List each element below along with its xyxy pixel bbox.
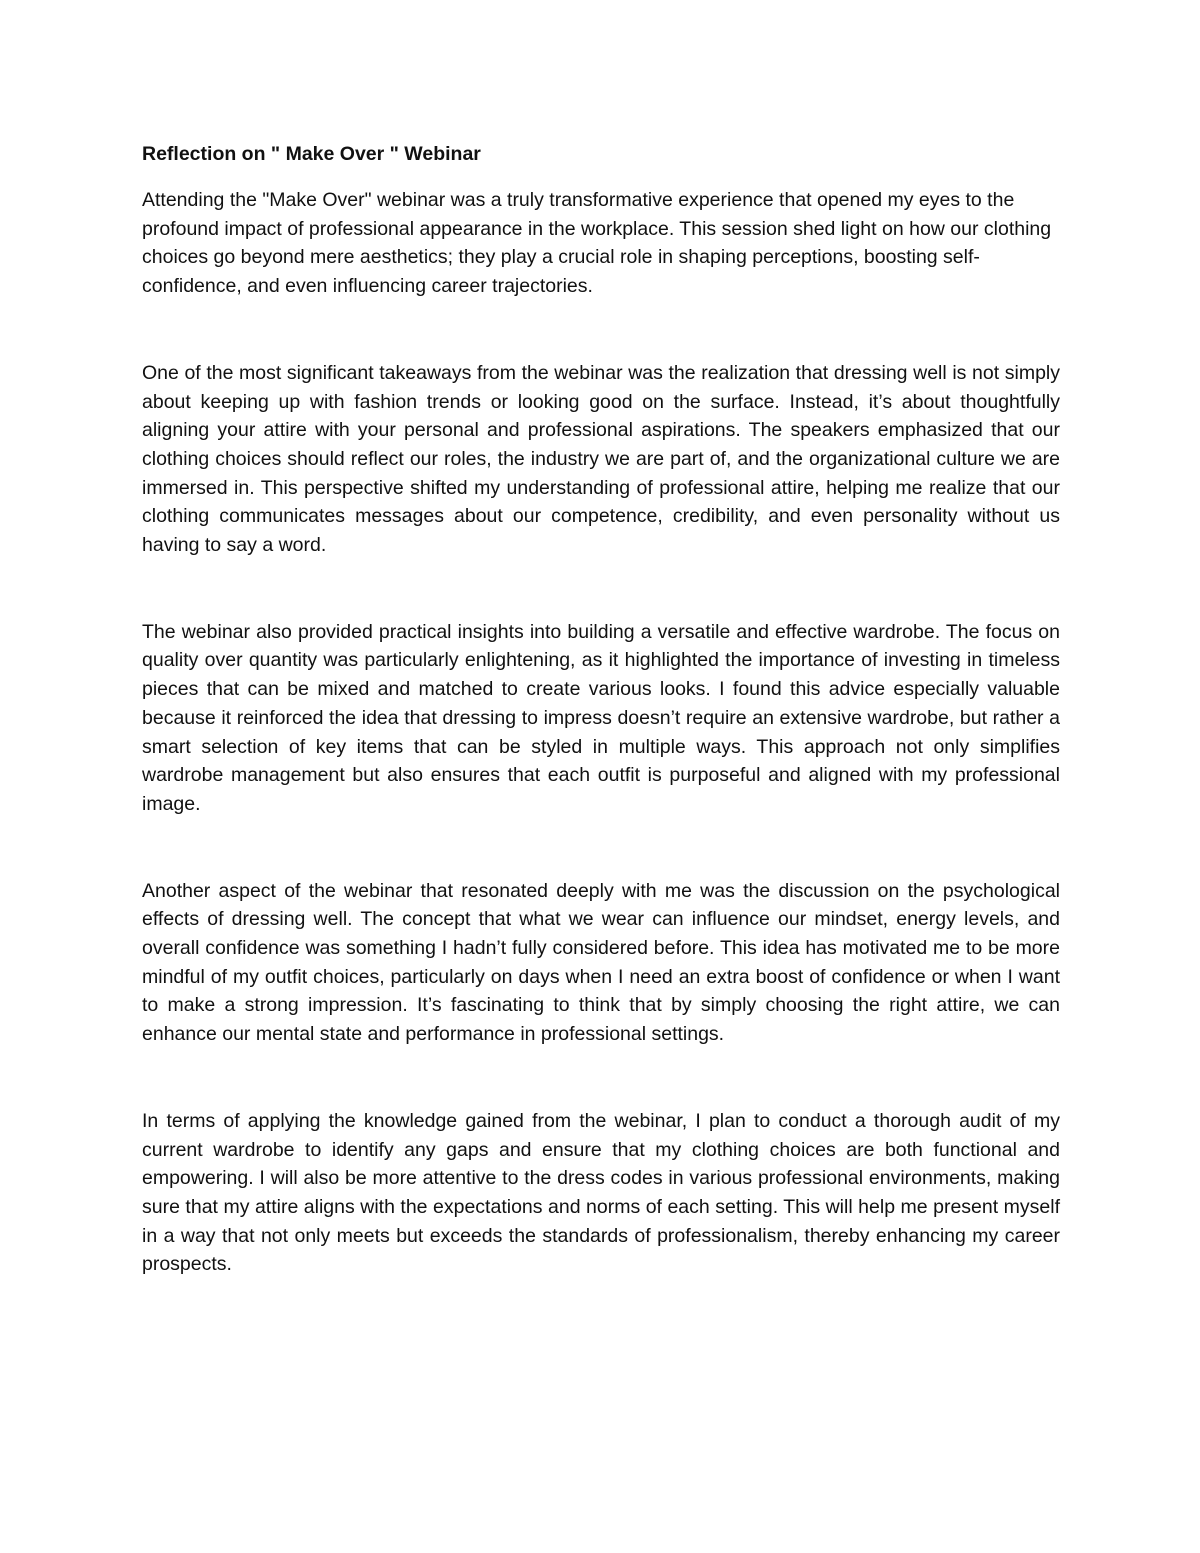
paragraph-intro: Attending the "Make Over" webinar was a truly transformative experience that opened my eyes to the profound impact of professional appearance in the workplace. This session shed light on how our clothing choices go beyond mere aesthetics; they play a crucial role in shaping perceptions, boosting self-confidence, and even influencing career trajectories. (142, 189, 1052, 298)
document-title: Reflection on " Make Over " Webinar (142, 143, 481, 165)
paragraph-wardrobe: The webinar also provided practical insights into building a versatile and effective wardrobe. The focus on quality over quantity was particularly enlightening, as it highlighted the importance of investing in timeless pieces that can be mixed and matched to create various looks. I found this advice especially valuable because it reinforced the idea that dressing to impress doesn’t require an extensive wardrobe, but rather a smart selection of key items that can be styled in multiple ways. This approach not only simplifies wardrobe management but also ensures that each outfit is purposeful and aligned with my professional image. (142, 620, 1060, 815)
document-body (142, 138, 1060, 1279)
paragraph-psychology: Another aspect of the webinar that resonated deeply with me was the discussion on the psychological effects of dressing well. The concept that what we wear can influence our mindset, energy levels, and overall confidence was something I hadn’t fully considered before. This idea has motivated me to be more mindful of my outfit choices, particularly on days when I need an extra boost of confidence or when I want to make a strong impression. It’s fascinating to think that by simply choosing the right attire, we can enhance our mental state and performance in professional settings. (142, 879, 1060, 1046)
paragraph-takeaways: One of the most significant takeaways from the webinar was the realization that dressing well is not simply about keeping up with fashion trends or looking good on the surface. Instead, it’s about thoughtfully aligning your attire with your personal and professional aspirations. The speakers emphasized that our clothing choices should reflect our roles, the industry we are part of, and the organizational culture we are immersed in. This perspective shifted my understanding of professional attire, helping me realize that our clothing communicates messages about our competence, credibility, and even personality without us having to say a word. (142, 361, 1060, 557)
paragraph-application: In terms of applying the knowledge gained from the webinar, I plan to conduct a thorough audit of my current wardrobe to identify any gaps and ensure that my clothing choices are both functional and empowering. I will also be more attentive to the dress codes in various professional environments, making sure that my attire aligns with the expectations and norms of each setting. This will help me present myself in a way that not only meets but exceeds the standards of professionalism, thereby enhancing my career prospects. (142, 1109, 1060, 1276)
